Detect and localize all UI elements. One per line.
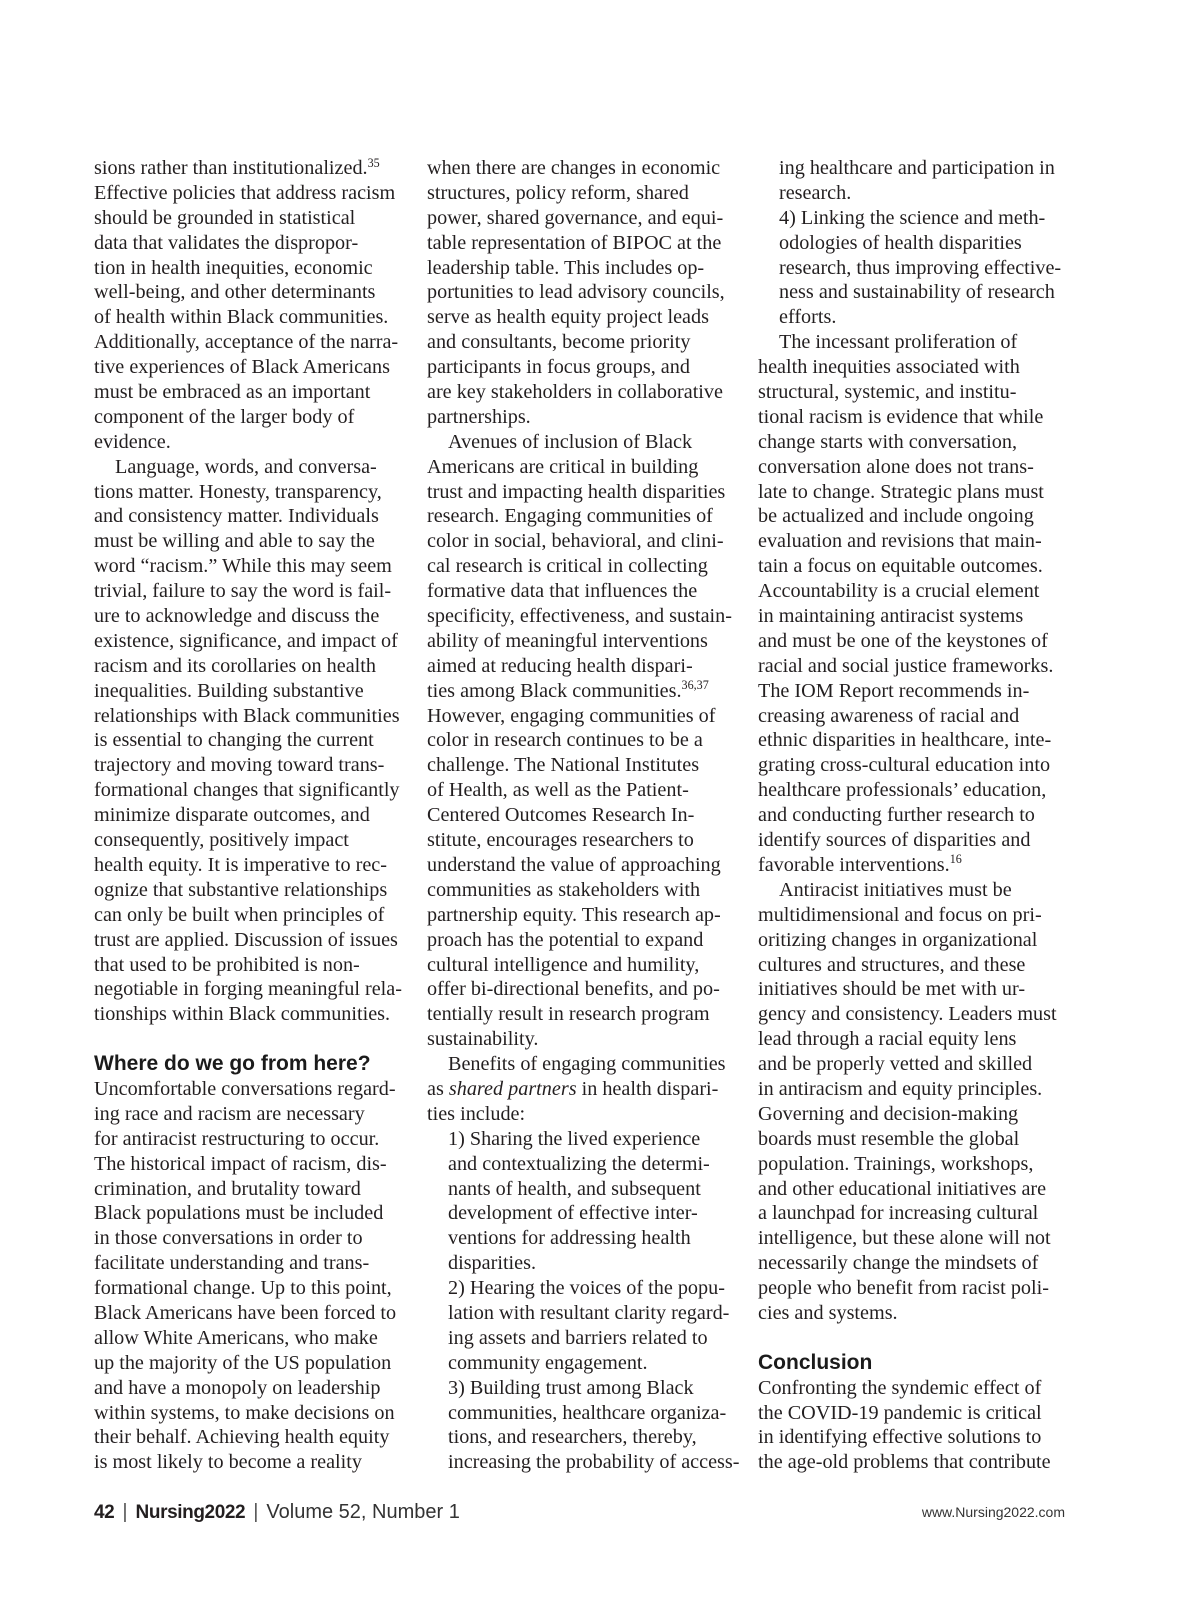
text-line: ties include: xyxy=(427,1102,526,1125)
text-line: necessarily change the mindsets of xyxy=(758,1252,1039,1275)
text-line: 1) Sharing the lived experience xyxy=(448,1127,701,1150)
text-line: data that validates the dispropor- xyxy=(94,231,359,254)
text-line: inequalities. Building substantive xyxy=(94,679,364,702)
text-line: conversation alone does not trans- xyxy=(758,455,1034,478)
text-line: is essential to changing the current xyxy=(94,729,374,752)
text-line: understand the value of approaching xyxy=(427,853,721,876)
text-line: increasing the probability of access- xyxy=(448,1451,740,1474)
journal-website: www.Nursing2022.com xyxy=(921,1504,1065,1520)
text-line: racial and social justice frameworks. xyxy=(758,654,1054,677)
text-line: research. xyxy=(779,181,852,204)
text-line: evidence. xyxy=(94,430,171,453)
text-line: cultural intelligence and humility, xyxy=(427,953,700,976)
text-line: and have a monopoly on leadership xyxy=(94,1376,381,1399)
page-footer xyxy=(94,1499,460,1525)
text-line: Black Americans have been forced to xyxy=(94,1301,397,1324)
text-line: of Health, as well as the Patient- xyxy=(427,779,689,802)
text-line: tions, and researchers, thereby, xyxy=(448,1426,697,1449)
text-line: 2) Hearing the voices of the popu- xyxy=(448,1277,725,1300)
text-line: change starts with conversation, xyxy=(758,430,1017,453)
text-line: within systems, to make decisions on xyxy=(94,1401,395,1424)
text-line: Additionally, acceptance of the narra- xyxy=(94,331,399,354)
text-line: consequently, positively impact xyxy=(94,829,349,852)
text-line: up the majority of the US population xyxy=(94,1351,392,1374)
text-line xyxy=(758,853,1070,878)
text-line: trust are applied. Discussion of issues xyxy=(94,928,398,951)
footer-separator: | xyxy=(253,1501,259,1523)
text-line: specificity, effectiveness, and sustain- xyxy=(427,605,732,628)
text-line: Governing and decision-making xyxy=(758,1102,1019,1125)
text-line: in maintaining antiracist systems xyxy=(758,605,1024,628)
text-segment: as xyxy=(427,1077,449,1100)
text-line: trust and impacting health disparities xyxy=(427,480,726,503)
text-line xyxy=(427,679,739,704)
text-line: participants in focus groups, and xyxy=(427,356,690,379)
text-line: Accountability is a crucial element xyxy=(758,580,1040,603)
paragraph xyxy=(758,330,1070,878)
text-line: power, shared governance, and equi- xyxy=(427,206,724,229)
text-line: multidimensional and focus on pri- xyxy=(758,903,1042,926)
text-line: Black populations must be included xyxy=(94,1202,384,1225)
text-line: negotiable in forging meaningful rela- xyxy=(94,978,402,1001)
text-line: must be embraced as an important xyxy=(94,381,371,404)
text-line: in identifying effective solutions to xyxy=(758,1426,1042,1449)
text-line: existence, significance, and impact of xyxy=(94,629,398,652)
text-line: a launchpad for increasing cultural xyxy=(758,1202,1039,1225)
text-line: allow White Americans, who make xyxy=(94,1326,378,1349)
text-line: tentially result in research program xyxy=(427,1003,710,1026)
text-line: and other educational initiatives are xyxy=(758,1177,1047,1200)
text-line: facilitate understanding and trans- xyxy=(94,1252,370,1275)
paragraph xyxy=(758,1376,1070,1476)
text-line: tionships within Black communities. xyxy=(94,1003,391,1026)
text-line: The IOM Report recommends in- xyxy=(758,679,1030,702)
text-line: structures, policy reform, shared xyxy=(427,181,689,204)
text-line: tain a focus on equitable outcomes. xyxy=(758,555,1043,578)
text-line: proach has the potential to expand xyxy=(427,928,704,951)
text-line: tional racism is evidence that while xyxy=(758,405,1044,428)
text-line: ethnic disparities in healthcare, inte- xyxy=(758,729,1052,752)
text-line: their behalf. Achieving health equity xyxy=(94,1426,390,1449)
text-line: research. Engaging communities of xyxy=(427,505,713,528)
text-line: can only be built when principles of xyxy=(94,903,385,926)
text-line: ness and sustainability of research xyxy=(779,281,1055,304)
text-line: intelligence, but these alone will not xyxy=(758,1227,1051,1250)
text-line: health inequities associated with xyxy=(758,356,1020,379)
text-line: late to change. Strategic plans must xyxy=(758,480,1044,503)
text-line: table representation of BIPOC at the xyxy=(427,231,722,254)
text-column-right xyxy=(758,156,1070,1475)
text-line: and contextualizing the determi- xyxy=(448,1152,710,1175)
text-line: color in research continues to be a xyxy=(427,729,703,752)
text-line: lation with resultant clarity regard- xyxy=(448,1301,730,1324)
paragraph xyxy=(94,455,406,1027)
paragraph xyxy=(427,156,739,430)
reference-superscript: 36,37 xyxy=(681,678,709,693)
paragraph xyxy=(94,156,406,455)
text-line: development of effective inter- xyxy=(448,1202,698,1225)
text-line: ognize that substantive relationships xyxy=(94,878,388,901)
text-line: crimination, and brutality toward xyxy=(94,1177,361,1200)
text-line: cies and systems. xyxy=(758,1301,898,1324)
text-line: stitute, encourages researchers to xyxy=(427,829,694,852)
page-number: 42 xyxy=(94,1502,115,1523)
text-line: leadership table. This includes op- xyxy=(427,256,705,279)
numbered-list xyxy=(758,156,1070,330)
text-line: color in social, behavioral, and clini- xyxy=(427,530,724,553)
text-line: The historical impact of racism, dis- xyxy=(94,1152,387,1175)
text-line: healthcare professionals’ education, xyxy=(758,779,1047,802)
text-line: aimed at reducing health dispari- xyxy=(427,654,693,677)
text-line: Antiracist initiatives must be xyxy=(779,878,1012,901)
text-line: word “racism.” While this may seem xyxy=(94,555,392,578)
text-line: communities, healthcare organiza- xyxy=(448,1401,727,1424)
text-segment: in health dispari- xyxy=(576,1077,719,1100)
text-line: tion in health inequities, economic xyxy=(94,256,373,279)
text-line: communities as stakeholders with xyxy=(427,878,701,901)
text-line: is most likely to become a reality xyxy=(94,1451,362,1474)
numbered-list xyxy=(427,1127,739,1475)
text-line: research, thus improving effective- xyxy=(779,256,1062,279)
footer-separator: | xyxy=(122,1501,128,1523)
text-line: people who benefit from racist poli- xyxy=(758,1277,1049,1300)
text-line: Confronting the syndemic effect of xyxy=(758,1376,1042,1399)
text-line: when there are changes in economic xyxy=(427,157,721,179)
text-line: the COVID-19 pandemic is critical xyxy=(758,1401,1042,1424)
text-line: trivial, failure to say the word is fail- xyxy=(94,580,392,603)
text-line: Americans are critical in building xyxy=(427,455,699,478)
text-line: be actualized and include ongoing xyxy=(758,505,1034,528)
paragraph xyxy=(427,1052,739,1127)
text-line: Effective policies that address racism xyxy=(94,181,396,204)
text-column-middle xyxy=(427,156,739,1475)
text-line: serve as health equity project leads xyxy=(427,306,709,329)
text-line: and conducting further research to xyxy=(758,804,1035,827)
text-segment: sions rather than institutionalized. xyxy=(94,157,368,179)
text-line xyxy=(94,156,406,181)
text-line: However, engaging communities of xyxy=(427,704,716,727)
text-line: Centered Outcomes Research In- xyxy=(427,804,695,827)
text-line: challenge. The National Institutes xyxy=(427,754,700,777)
text-line: of health within Black communities. xyxy=(94,306,389,329)
text-line: must be willing and able to say the xyxy=(94,530,375,553)
text-line xyxy=(427,1077,739,1102)
text-line: and must be one of the keystones of xyxy=(758,629,1048,652)
text-line: efforts. xyxy=(779,306,837,329)
text-line: formational change. Up to this point, xyxy=(94,1277,392,1300)
text-line: 4) Linking the science and meth- xyxy=(779,206,1046,229)
text-line: ventions for addressing health xyxy=(448,1227,691,1250)
text-line: Language, words, and conversa- xyxy=(115,455,377,478)
text-line: grating cross-cultural education into xyxy=(758,754,1051,777)
section-heading: Conclusion xyxy=(758,1350,873,1374)
text-line: and consistency matter. Individuals xyxy=(94,505,379,528)
text-line: well-being, and other determinants xyxy=(94,281,376,304)
issue-info: Volume 52, Number 1 xyxy=(266,1501,460,1523)
journal-name: Nursing2022 xyxy=(135,1502,246,1523)
text-column-left xyxy=(94,156,406,1475)
text-line: formational changes that significantly xyxy=(94,779,400,802)
text-line: and be properly vetted and skilled xyxy=(758,1053,1033,1076)
text-line: formative data that influences the xyxy=(427,580,698,603)
text-line: ing assets and barriers related to xyxy=(448,1326,708,1349)
text-line: nants of health, and subsequent xyxy=(448,1177,701,1200)
text-line: relationships with Black communities xyxy=(94,704,400,727)
text-line: in antiracism and equity principles. xyxy=(758,1077,1043,1100)
paragraph xyxy=(427,430,739,1052)
text-line: cultures and structures, and these xyxy=(758,953,1026,976)
text-line: evaluation and revisions that main- xyxy=(758,530,1042,553)
text-line: portunities to lead advisory councils, xyxy=(427,281,725,304)
text-line: partnership equity. This research ap- xyxy=(427,903,721,926)
text-line: gency and consistency. Leaders must xyxy=(758,1003,1057,1026)
text-line: Benefits of engaging communities xyxy=(448,1053,726,1076)
text-line: creasing awareness of racial and xyxy=(758,704,1020,727)
text-line: tions matter. Honesty, transparency, xyxy=(94,480,382,503)
text-segment: favorable interventions. xyxy=(758,853,950,876)
italic-text: shared partners xyxy=(448,1077,577,1100)
text-line: identify sources of disparities and xyxy=(758,829,1031,852)
text-line: population. Trainings, workshops, xyxy=(758,1152,1034,1175)
text-line: oritizing changes in organizational xyxy=(758,928,1038,951)
text-line: minimize disparate outcomes, and xyxy=(94,804,370,827)
text-line: odologies of health disparities xyxy=(779,231,1022,254)
text-line: sustainability. xyxy=(427,1028,539,1051)
text-line: racism and its corollaries on health xyxy=(94,654,376,677)
text-line: health equity. It is imperative to rec- xyxy=(94,853,387,876)
text-line: tive experiences of Black Americans xyxy=(94,356,390,379)
text-line: for antiracist restructuring to occur. xyxy=(94,1127,380,1150)
text-line: are key stakeholders in collaborative xyxy=(427,381,723,404)
text-line: disparities. xyxy=(448,1252,537,1275)
paragraph xyxy=(94,1077,406,1475)
text-line: ing healthcare and participation in xyxy=(779,157,1055,179)
text-line: the age-old problems that contribute xyxy=(758,1451,1051,1474)
text-line: 3) Building trust among Black xyxy=(448,1376,694,1399)
text-line: ing race and racism are necessary xyxy=(94,1102,365,1125)
text-segment: ties among Black communities. xyxy=(427,679,682,702)
text-line: should be grounded in statistical xyxy=(94,206,356,229)
section-heading: Where do we go from here? xyxy=(94,1052,371,1076)
text-line: The incessant proliferation of xyxy=(779,331,1018,354)
reference-superscript: 35 xyxy=(367,155,380,170)
text-line: trajectory and moving toward trans- xyxy=(94,754,385,777)
text-line: partnerships. xyxy=(427,405,531,428)
reference-superscript: 16 xyxy=(949,852,962,867)
text-line: Uncomfortable conversations regard- xyxy=(94,1077,396,1100)
text-line: ability of meaningful interventions xyxy=(427,629,708,652)
paragraph xyxy=(758,878,1070,1326)
text-line: in those conversations in order to xyxy=(94,1227,363,1250)
text-line: that used to be prohibited is non- xyxy=(94,953,360,976)
text-line: and consultants, become priority xyxy=(427,331,691,354)
text-line: boards must resemble the global xyxy=(758,1127,1020,1150)
text-line: community engagement. xyxy=(448,1351,648,1374)
text-line: ure to acknowledge and discuss the xyxy=(94,605,380,628)
text-line: structural, systemic, and institu- xyxy=(758,381,1017,404)
text-line: initiatives should be met with ur- xyxy=(758,978,1026,1001)
text-line: component of the larger body of xyxy=(94,405,355,428)
text-line: offer bi-directional benefits, and po- xyxy=(427,978,720,1001)
text-line: lead through a racial equity lens xyxy=(758,1028,1017,1051)
text-line: Avenues of inclusion of Black xyxy=(448,430,693,453)
text-line: cal research is critical in collecting xyxy=(427,555,708,578)
